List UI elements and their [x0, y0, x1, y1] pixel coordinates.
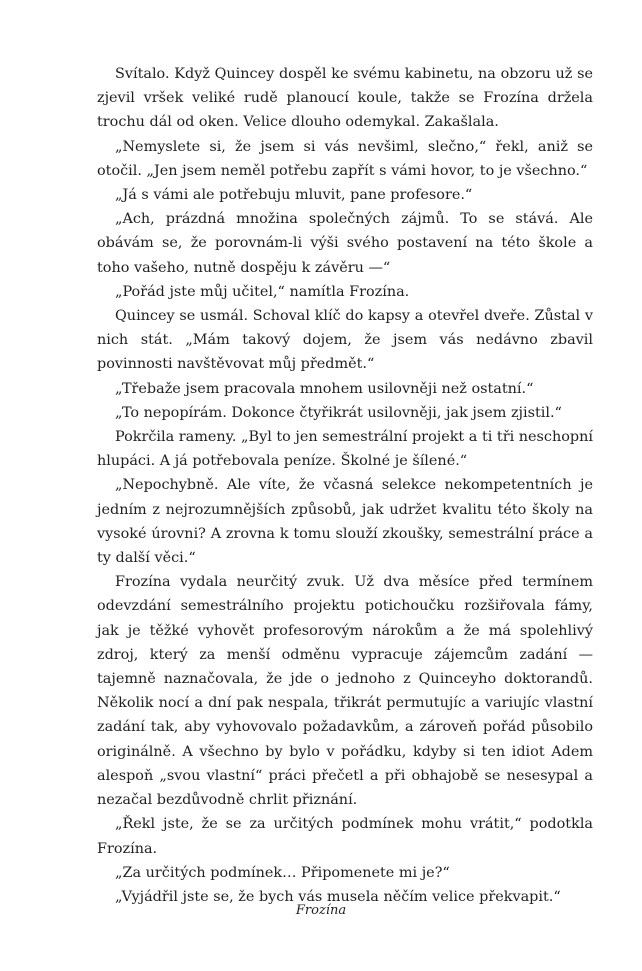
paragraph: Frozína vydala neurčitý zvuk. Už dva měsíce před termínem odevzdání semestrálního projektu potichoučku rozšiřovala fámy, jak je těžké vyhovět profesorovým nárokům a že má spolehlivý zdroj, který za menší odměnu vypracuje zájemcům zadání — tajemně naznačovala, že jde o jednoho z Quinceyho doktorandů. Několik nocí a dní pak nespala, třikrát permutujíc a variujíc vlastní zadání tak, aby vyhovovalo požadavkům, a zároveň pořád působilo originálně. A všechno by bylo v pořádku, kdyby si ten idiot Adem alespoň „svou vlastní“ práci přečetl a při obhajobě se nesesypal a nezačal bezdůvodně chrlit přiznání. [97, 574, 593, 809]
paragraph: „Za určitých podmínek… Připomenete mi je?“ [115, 864, 450, 881]
paragraph: Svítalo. Když Quincey dospěl ke svému kabinetu, na obzoru už se zjevil vršek veliké rudě planoucí koule, takže se Frozína držela trochu dál od oken. Velice dlouho odemykal. Zakašlala. [97, 66, 593, 131]
paragraph: „Já s vámi ale potřebuju mluvit, pane profesore.“ [115, 187, 473, 204]
paragraph: „Nemyslete si, že jsem si vás nevšiml, slečno,“ řekl, aniž se otočil. „Jen jsem neměl potřebu zapřít s vámi hovor, to je všechno.“ [97, 138, 593, 179]
paragraph: „To nepopírám. Dokonce čtyřikrát usilovněji, jak jsem zjistil.“ [115, 404, 562, 421]
paragraph: „Řekl jste, že se za určitých podmínek mohu vrátit,“ podotkla Frozína. [97, 816, 593, 857]
paragraph: „Vyjádřil jste se, že bych vás musela něčím velice překvapit.“ [115, 888, 561, 905]
paragraph: „Nepochybně. Ale víte, že včasná selekce nekompetentních je jedním z nejrozumnějších způsobů, jak udržet kvalitu této školy na vysoké úrovni? A zrovna k tomu slouží zkoušky, semestrální práce a ty další věci.“ [97, 477, 593, 567]
paragraph: Quincey se usmál. Schoval klíč do kapsy a otevřel dveře. Zůstal v nich stát. „Mám takový dojem, že jsem vás nedávno zbavil povinnosti navštěvovat můj předmět.“ [97, 308, 593, 373]
paragraph: „Pořád jste můj učitel,“ namítla Frozína. [115, 283, 410, 300]
paragraph: „Třebaže jsem pracovala mnohem usilovněji než ostatní.“ [115, 380, 534, 397]
paragraph: „Ach, prázdná množina společných zájmů. To se stává. Ale obávám se, že porovnám-li výši svého postavení na této škole a toho vašeho, nutně dospěju k závěru —“ [97, 211, 593, 276]
running-title-footer: Frozína [295, 903, 347, 918]
paragraph: Pokrčila rameny. „Byl to jen semestrální projekt a ti tři neschopní hlupáci. A já potřebovala peníze. Školné je šílené.“ [97, 429, 593, 470]
body-text [97, 62, 593, 909]
